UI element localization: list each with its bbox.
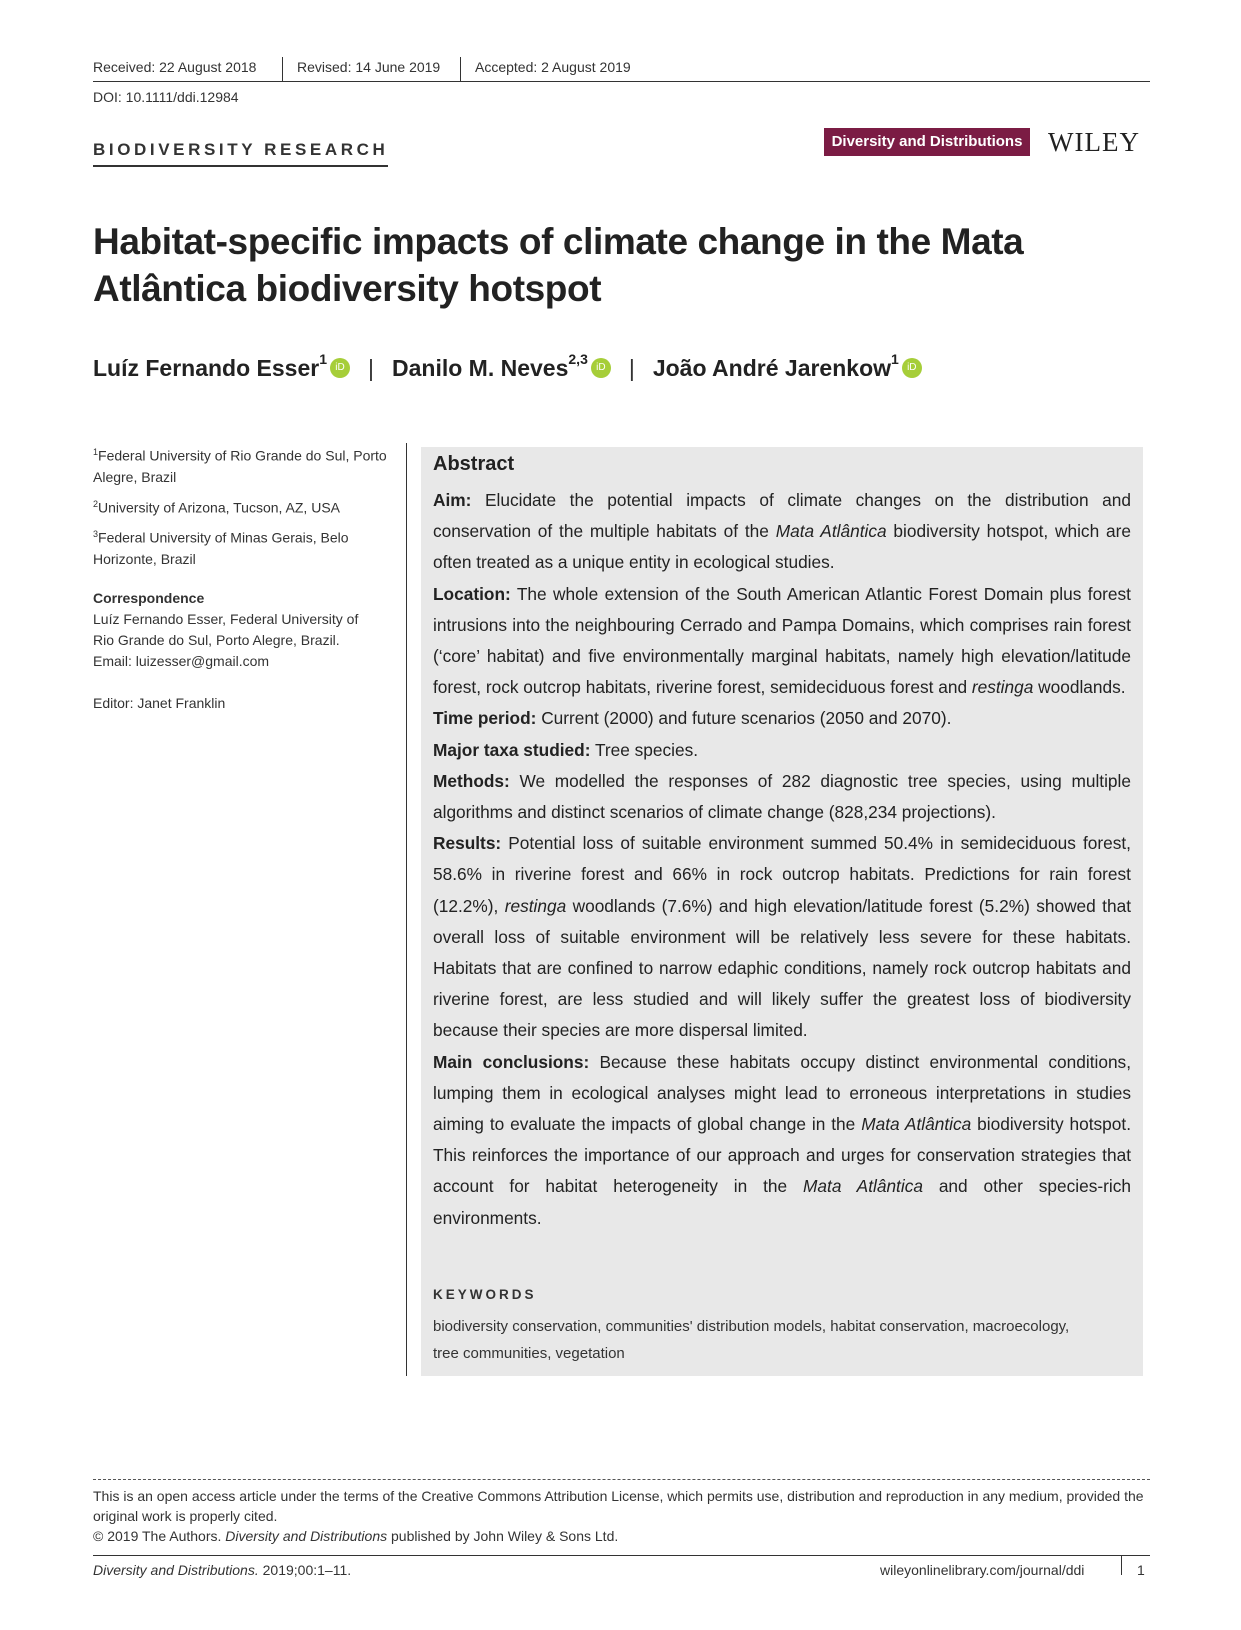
aim-text: biodiversity hotspot, which are often treated as a unique entity in ecological studies. [433,521,1131,573]
abstract-box [421,447,1143,1376]
affiliations-sidebar [93,442,393,714]
copyright-journal: Diversity and Distributions [225,1528,388,1544]
abstract-taxa [433,735,1131,766]
conclusions-text: biodiversity hotspot. This reinforces the importance of our approach and urges for conservation strategies that account for habitat heterogeneity in the [433,1114,1132,1197]
conclusions-text: Because these habitats occupy distinct environmental conditions, lumping them in ecological analyses might lead to erroneous interpretations in studies aiming to evaluate the impacts of global change in the [433,1051,1131,1135]
correspondence-line: Rio Grande do Sul, Porto Alegre, Brazil. [93,631,340,648]
methods-text: We modelled the responses of 282 diagnostic tree species, using multiple algorithms and distinct scenarios of climate change (828,234 projections). [433,770,1131,823]
correspondence-email[interactable]: Email: luizesser@gmail.com [93,652,270,669]
aim-text: Elucidate the potential impacts of climate changes on the distribution and conservation of the multiple habitats of the [433,490,1131,542]
column-divider [406,443,407,1376]
doi[interactable]: DOI: 10.1111/ddi.12984 [93,89,239,105]
date-separator [282,57,283,81]
results-italic: restinga [504,895,567,916]
article-title: Habitat-specific impacts of climate change in the Mata Atlântica biodiversity hotspot [93,221,1024,309]
time-label: Time period: [433,708,537,729]
abstract-location [433,579,1131,704]
author-separator: | [628,355,635,381]
footer-journal: Diversity and Distributions. [93,1562,259,1578]
keywords-heading: KEYWORDS [433,1287,537,1302]
correspondence [93,609,393,672]
results-label: Results: [433,833,502,854]
footnote-divider [93,1479,1150,1480]
location-italic: restinga [971,677,1034,698]
taxa-label: Major taxa studied: [433,739,591,760]
orcid-icon[interactable]: iD [330,358,350,378]
abstract-body [433,485,1131,1234]
footer-divider [93,1555,1150,1556]
orcid-icon[interactable]: iD [902,358,922,378]
conclusions-italic: Mata Atlântica [803,1176,923,1197]
author-affiliation-mark: 2,3 [568,351,588,367]
correspondence-heading: Correspondence [93,589,205,606]
footer-url[interactable]: wileyonlinelibrary.com/journal/ddi [880,1562,1085,1578]
affiliation-number: 1 [93,447,99,457]
affiliation [93,524,393,570]
conclusions-italic: Mata Atlântica [861,1114,972,1135]
copyright-line [93,1526,1150,1546]
results-text: woodlands (7.6%) and high elevation/latitude forest (5.2%) showed that overall loss of suitable environment will be relatively less severe for these habitats. Habitats that are confined to narrow edaphic conditions, namely rock outcrop habitats and riverine forest, are less studied and will likely suffer the greatest loss of biodiversity because their species are more dispersal limited. [433,895,1131,1041]
journal-logo: Diversity and Distributions [824,128,1030,156]
time-text: Current (2000) and future scenarios (2050 and 2070). [536,708,952,729]
article-dates [93,57,1150,82]
copyright-text: published by John Wiley & Sons Ltd. [387,1528,619,1544]
affiliation-text: Federal University of Minas Gerais, Belo Horizonte, Brazil [93,529,349,567]
author-separator: | [368,355,374,381]
abstract-time-period [433,703,1131,734]
author-list [93,351,922,382]
copyright-text: © 2019 The Authors. [93,1528,226,1544]
abstract-methods [433,766,1131,828]
abstract-conclusions [433,1047,1131,1234]
license-text: This is an open access article under the terms of the Creative Commons Attribution License, which permits use, distribution and reproduction in any medium, provided the original work is properly cited. [93,1488,1144,1524]
aim-italic: Mata Atlântica [775,521,887,542]
correspondence-line: Luíz Fernando Esser, Federal University of [93,610,359,627]
page-number: 1 [1137,1562,1145,1578]
methods-label: Methods: [433,770,510,791]
conclusions-label: Main conclusions: [433,1051,590,1072]
license-note [93,1486,1150,1546]
abstract-aim [433,485,1131,579]
author-name: João André Jarenkow [652,355,892,381]
section-heading: BIODIVERSITY RESEARCH [93,140,388,167]
aim-label: Aim: [433,490,472,510]
footer-separator [1121,1555,1122,1575]
revised-date: Revised: 14 June 2019 [297,59,441,75]
footer-citation-text: 2019;00:1–11. [258,1562,352,1578]
affiliation [93,442,393,488]
publisher-logo: WILEY [1048,127,1140,157]
affiliation [93,494,393,519]
accepted-date: Accepted: 2 August 2019 [475,59,631,75]
affiliation-text: Federal University of Rio Grande do Sul, Porto Alegre, Brazil [93,447,387,485]
author-affiliation-mark: 1 [319,351,328,367]
orcid-icon[interactable]: iD [591,358,611,378]
location-text: The whole extension of the South American Atlantic Forest Domain plus forest intrusions into the neighbouring Cerrado and Pampa Domains, which comprises rain forest (‘core’ habitat) and five environmentally marginal habitats, namely high elevation/latitude forest, rock outcrop habitats, riverine forest, semideciduous forest and [433,583,1131,698]
author-name: Luíz Fernando Esser [93,355,320,381]
received-date: Received: 22 August 2018 [93,59,257,75]
results-text: Potential loss of suitable environment summed 50.4% in semideciduous forest, 58.6% in riverine forest and 66% in rock outcrop habitats. Predictions for rain forest (12.2%), [433,833,1131,916]
abstract-heading: Abstract [433,453,515,475]
author-affiliation-mark: 1 [891,351,899,367]
footer-citation [93,1562,351,1578]
affiliation-number: 2 [93,498,99,509]
abstract-results [433,828,1131,1046]
location-label: Location: [433,583,511,604]
affiliation-text: University of Arizona, Tucson, AZ, USA [98,499,341,516]
keywords-list: biodiversity conservation, communities' distribution models, habitat conservation, macroecology, tree communities, vegetation [433,1318,1070,1362]
date-separator [460,57,461,81]
affiliation-number: 3 [93,529,99,540]
author-name: Danilo M. Neves [392,355,569,381]
editor-credit: Editor: Janet Franklin [93,694,226,711]
taxa-text: Tree species. [590,739,699,760]
location-text: woodlands. [1033,677,1126,698]
conclusions-text: and other species-rich environments. [433,1176,1131,1228]
